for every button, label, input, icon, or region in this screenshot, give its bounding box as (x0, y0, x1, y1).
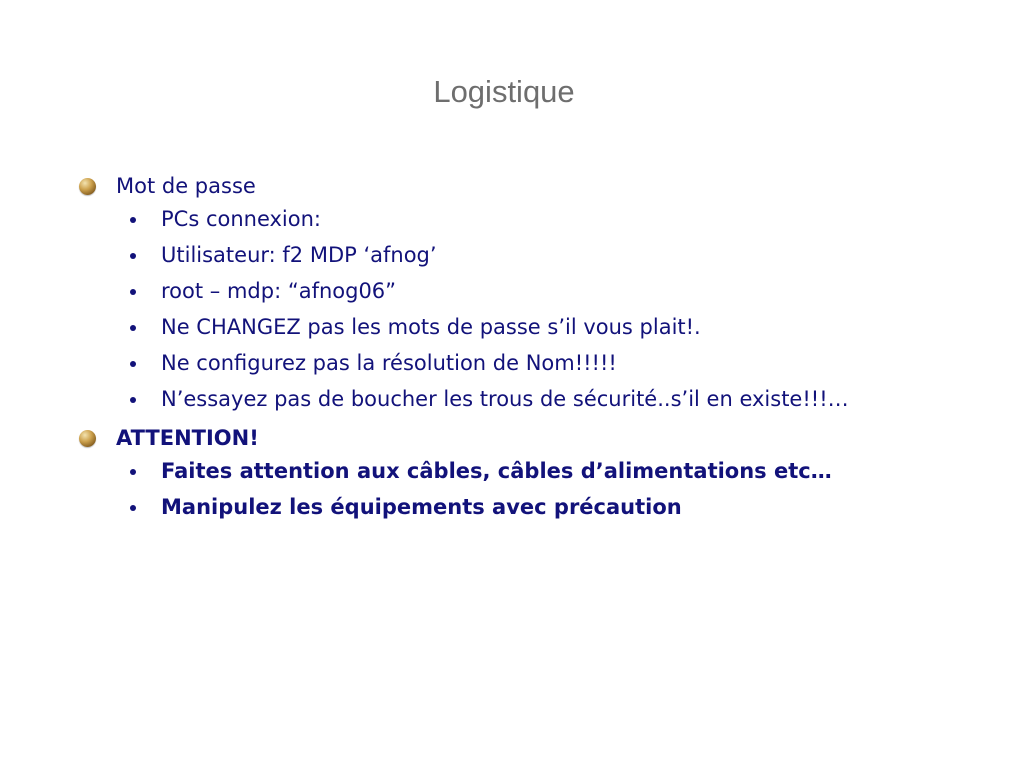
bullet-level2 (0, 242, 1024, 269)
bullet-level2 (0, 314, 1024, 341)
bullet-text: N’essayez pas de boucher les trous de sécurité..s’il en existe!!!… (161, 387, 849, 411)
bullet-level2 (0, 206, 1024, 233)
bullet-text: Ne configurez pas la résolution de Nom!!!!! (161, 351, 617, 375)
bullet-orb-icon (79, 178, 96, 195)
bullet-level1 (0, 170, 1024, 202)
bullet-dot-icon (130, 217, 136, 223)
slide-body (0, 170, 1024, 530)
slide-title: Logistique (433, 74, 575, 109)
bullet-level2 (0, 278, 1024, 305)
bullet-dot-icon (130, 325, 136, 331)
bullet-level1 (0, 422, 1024, 454)
bullet-level2 (0, 350, 1024, 377)
bullet-text: Ne CHANGEZ pas les mots de passe s’il vous plait!. (161, 315, 701, 339)
bullet-orb-icon (79, 430, 96, 447)
bullet-text: root – mdp: “afnog06” (161, 279, 397, 303)
bullet-level2 (0, 386, 1024, 413)
bullet-level2 (0, 458, 1024, 485)
bullet-dot-icon (130, 289, 136, 295)
bullet-text: Faites attention aux câbles, câbles d’alimentations etc… (161, 459, 832, 483)
bullet-level2 (0, 494, 1024, 521)
bullet-text: Utilisateur: f2 MDP ‘afnog’ (161, 243, 437, 267)
bullet-dot-icon (130, 361, 136, 367)
bullet-dot-icon (130, 505, 136, 511)
section-heading: Mot de passe (116, 174, 256, 198)
bullet-dot-icon (130, 253, 136, 259)
bullet-dot-icon (130, 397, 136, 403)
bullet-text: PCs connexion: (161, 207, 322, 231)
bullet-dot-icon (130, 469, 136, 475)
section-heading: ATTENTION! (116, 426, 259, 450)
bullet-text: Manipulez les équipements avec précaution (161, 495, 682, 519)
